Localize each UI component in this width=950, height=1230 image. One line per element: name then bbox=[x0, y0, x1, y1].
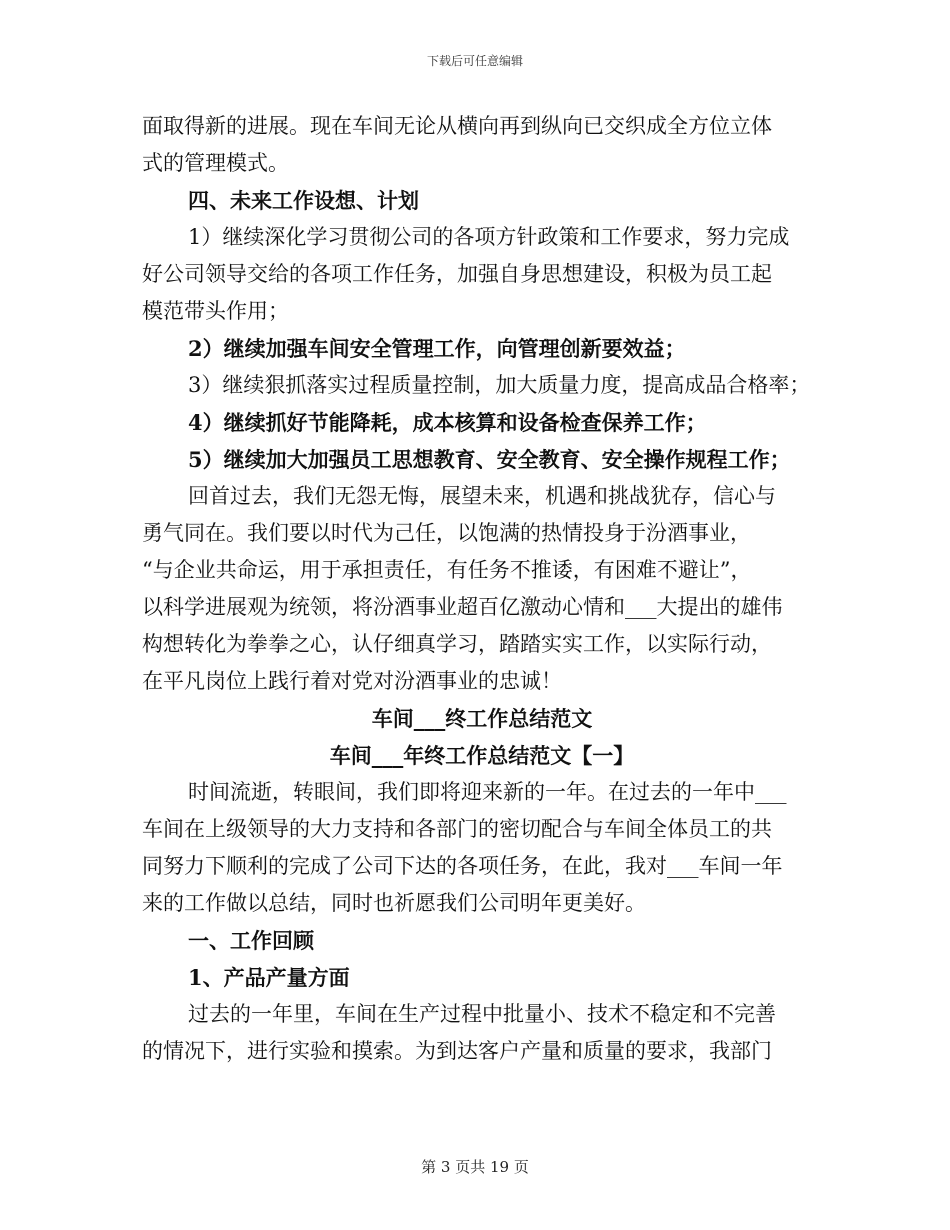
section-heading: 一、工作回顾 bbox=[188, 928, 314, 953]
list-item: 2）继续加强车间安全管理工作，向管理创新要效益； bbox=[188, 336, 686, 361]
document-title: 车间___终工作总结范文 bbox=[371, 706, 593, 731]
paragraph-line: 面取得新的进展。现在车间无论从横向再到纵向已交织成全方位立体 bbox=[142, 114, 772, 138]
paragraph-line: 式的管理模式。 bbox=[142, 151, 289, 175]
paragraph-line: 构想转化为拳拳之心，认仔细真学习，踏踏实实工作，以实际行动， bbox=[142, 632, 772, 656]
paragraph-line: 以科学进展观为统领，将汾酒事业超百亿激动心情和___大提出的雄伟 bbox=[142, 595, 783, 619]
page-footer: 第 3 页共 19 页 bbox=[421, 1158, 529, 1176]
list-item: 4）继续抓好节能降耗，成本核算和设备检查保养工作； bbox=[188, 410, 707, 435]
document-body bbox=[142, 108, 822, 1070]
paragraph-line: 模范带头作用； bbox=[142, 299, 289, 323]
page-header: 下载后可任意编辑 bbox=[426, 54, 523, 68]
paragraph-line: 同努力下顺利的完成了公司下达的各项任务，在此，我对___车间一年 bbox=[142, 854, 783, 878]
paragraph-line: 过去的一年里，车间在生产过程中批量小、技术不稳定和不完善 bbox=[188, 1002, 776, 1026]
document-subtitle: 车间___年终工作总结范文【一】 bbox=[329, 743, 635, 768]
paragraph-line: “与企业共命运，用于承担责任，有任务不推诿，有困难不避让”， bbox=[142, 558, 752, 582]
paragraph-line: 来的工作做以总结，同时也祈愿我们公司明年更美好。 bbox=[142, 891, 646, 915]
paragraph-line: 在平凡岗位上践行着对党对汾酒事业的忠诚！ bbox=[142, 669, 562, 693]
paragraph-line: 的情况下，进行实验和摸索。为到达客户产量和质量的要求，我部门 bbox=[142, 1039, 772, 1063]
paragraph-line: 勇气同在。我们要以时代为己任，以饱满的热情投身于汾酒事业， bbox=[142, 521, 751, 545]
list-item: 5）继续加大加强员工思想教育、安全教育、安全操作规程工作； bbox=[188, 447, 791, 472]
list-item: 3）继续狠抓落实过程质量控制，加大质量力度，提高成品合格率； bbox=[188, 373, 811, 397]
subsection-heading: 1、产品产量方面 bbox=[188, 965, 350, 990]
paragraph-line: 1）继续深化学习贯彻公司的各项方针政策和工作要求，努力完成 bbox=[188, 225, 790, 249]
paragraph-line: 回首过去，我们无怨无悔，展望未来，机遇和挑战犹存，信心与 bbox=[188, 484, 776, 508]
paragraph-line: 时间流逝，转眼间，我们即将迎来新的一年。在过去的一年中___ bbox=[188, 780, 787, 804]
section-heading: 四、未来工作设想、计划 bbox=[188, 188, 419, 213]
paragraph-line: 好公司领导交给的各项工作任务，加强自身思想建设，积极为员工起 bbox=[142, 262, 772, 286]
paragraph-line: 车间在上级领导的大力支持和各部门的密切配合与车间全体员工的共 bbox=[142, 817, 772, 841]
